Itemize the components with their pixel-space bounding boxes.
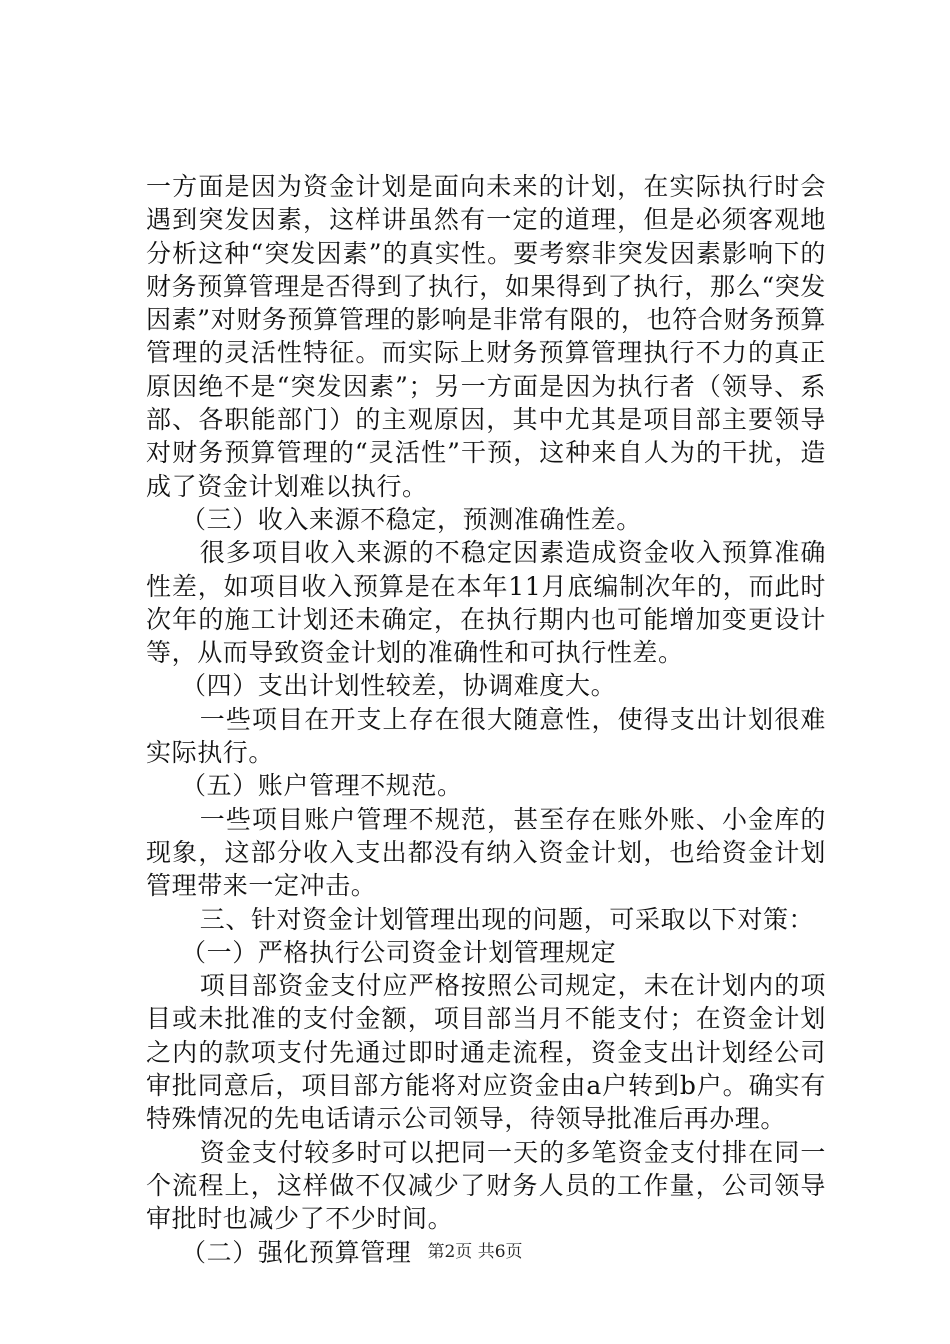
paragraph-sudden-factors: 一方面是因为资金计划是面向未来的计划，在实际执行时会遇到突发因素，这样讲虽然有一定的道理，但是必须客观地分析这种“突发因素”的真实性。要考察非突发因素影响下的财务预算管理是否得到了执行，如果得到了执行，那么“突发因素”对财务预算管理的影响是非常有限的，也符合财务预算管理的灵活性特征。而实际上财务预算管理执行不力的真正原因绝不是“突发因素”；另一方面是因为执行者（领导、系部、各职能部门）的主观原因，其中尤其是项目部主要领导对财务预算管理的“灵活性”干预，这种来自人为的干扰，造成了资金计划难以执行。 — [146, 172, 826, 501]
heading-budget-management: （二）强化预算管理 — [181, 1237, 412, 1267]
heading-strict-execution: （一）严格执行公司资金计划管理规定 — [181, 937, 617, 967]
paragraph-batch-payment: 资金支付较多时可以把同一天的多笔资金支付排在同一个流程上，这样做不仅减少了财务人员的工作量，公司领导审批时也减少了不少时间。 — [146, 1137, 826, 1234]
page-footer: 第2页 共6页 — [427, 1242, 523, 1262]
document-body — [146, 170, 826, 1269]
paragraph-strict-execution: 项目部资金支付应严格按照公司规定，未在计划内的项目或未批准的支付金额，项目部当月不能支付；在资金计划之内的款项支付先通过即时通走流程，资金支出计划经公司审批同意后，项目部方能将对应资金由a户转到b户。确实有特殊情况的先电话请示公司领导，待领导批准后再办理。 — [146, 971, 826, 1134]
paragraph-account-management: 一些项目账户管理不规范，甚至存在账外账、小金库的现象，这部分收入支出都没有纳入资金计划，也给资金计划管理带来一定冲击。 — [146, 804, 826, 901]
heading-income-unstable: （三）收入来源不稳定，预测准确性差。 — [181, 504, 642, 534]
heading-countermeasures: 三、针对资金计划管理出现的问题，可采取以下对策： — [199, 904, 815, 934]
paragraph-expense-planning: 一些项目在开支上存在很大随意性，使得支出计划很难实际执行。 — [146, 704, 826, 768]
paragraph-income-unstable: 很多项目收入来源的不稳定因素造成资金收入预算准确性差，如项目收入预算是在本年11月底编制次年的，而此时次年的施工计划还未确定，在执行期内也可能增加变更设计等，从而导致资金计划的准确性和可执行性差。 — [146, 538, 826, 668]
heading-expense-planning: （四）支出计划性较差，协调难度大。 — [181, 671, 617, 701]
heading-account-management: （五）账户管理不规范。 — [181, 771, 463, 801]
